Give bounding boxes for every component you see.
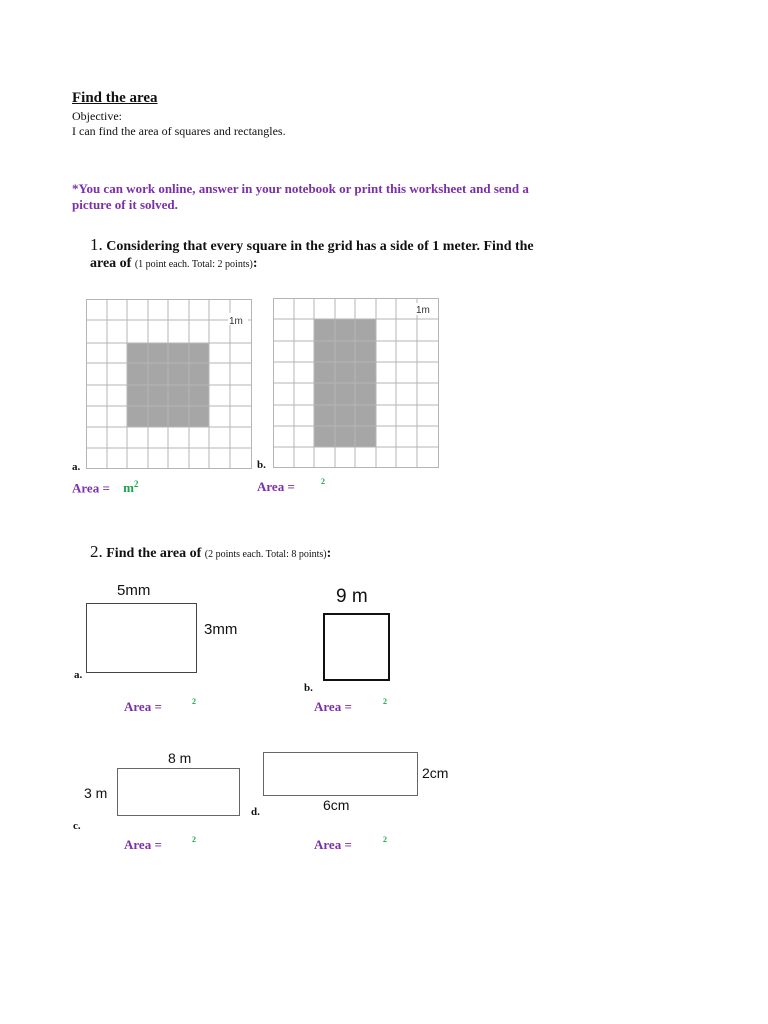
shape-a-top-label: 5mm	[117, 582, 151, 599]
shape-c-top-label: 8 m	[168, 750, 192, 766]
shape-a-area-label: Area =	[124, 699, 162, 714]
question-2	[90, 543, 331, 563]
objective-text: I can find the area of squares and rectangles.	[72, 124, 286, 138]
objective-label: Objective:	[72, 109, 122, 123]
shape-c-side-label: 3 m	[84, 785, 108, 801]
grid-b	[273, 298, 439, 468]
shape-b-exponent: 2	[383, 697, 387, 706]
question-1-text: Considering that every square in the grid has a side of 1 meter. Find the area of	[90, 239, 534, 271]
grid-b-exponent: 2	[321, 477, 325, 486]
grid-a-exponent: 2	[133, 479, 139, 489]
page-title: Find the area	[72, 90, 158, 106]
shape-d-rectangle	[263, 752, 418, 796]
question-2-text: Find the area of	[106, 546, 202, 561]
shape-b-area-label: Area =	[314, 699, 352, 714]
shape-c-exponent: 2	[192, 835, 196, 844]
question-1-number: 1.	[90, 235, 103, 254]
grid-a-answer-unit: m	[123, 480, 134, 496]
shape-d-bottom-label: 6cm	[323, 797, 350, 813]
shape-c-area-label: Area =	[124, 837, 162, 852]
shape-d-exponent: 2	[383, 835, 387, 844]
question-2-number: 2.	[90, 542, 103, 561]
shape-d-area-label: Area =	[314, 837, 352, 852]
grid-b-label: b.	[257, 459, 266, 471]
shape-a-rectangle	[86, 603, 197, 673]
shape-d-side-label: 2cm	[422, 765, 449, 781]
shape-c-rectangle	[117, 768, 240, 816]
instructions-note: *You can work online, answer in your notebook or print this worksheet and send a picture of it solved.	[72, 181, 529, 212]
shape-a-exponent: 2	[192, 697, 196, 706]
question-2-points: (2 points each. Total: 8 points)	[204, 549, 327, 560]
question-1-colon: :	[252, 256, 258, 271]
grid-a-area-line	[72, 479, 138, 496]
shape-b-square	[323, 613, 390, 681]
grid-a-area-label: Area =	[72, 480, 110, 496]
grid-b-area-label: Area =	[257, 479, 295, 494]
shape-c-label: c.	[73, 820, 81, 832]
question-2-colon: :	[326, 546, 332, 561]
shape-a-label: a.	[74, 669, 83, 681]
grid-a-unit-label: 1m	[229, 316, 243, 327]
grid-a-label: a.	[72, 461, 81, 473]
shape-b-label: b.	[304, 682, 313, 694]
question-1-points: (1 point each. Total: 2 points)	[134, 259, 253, 270]
grid-b-unit-label: 1m	[416, 305, 430, 316]
shape-b-top-label: 9 m	[336, 586, 368, 607]
shape-d-label: d.	[251, 806, 260, 818]
shape-a-side-label: 3mm	[204, 621, 238, 638]
grid-a	[86, 299, 252, 469]
question-1	[90, 236, 560, 273]
